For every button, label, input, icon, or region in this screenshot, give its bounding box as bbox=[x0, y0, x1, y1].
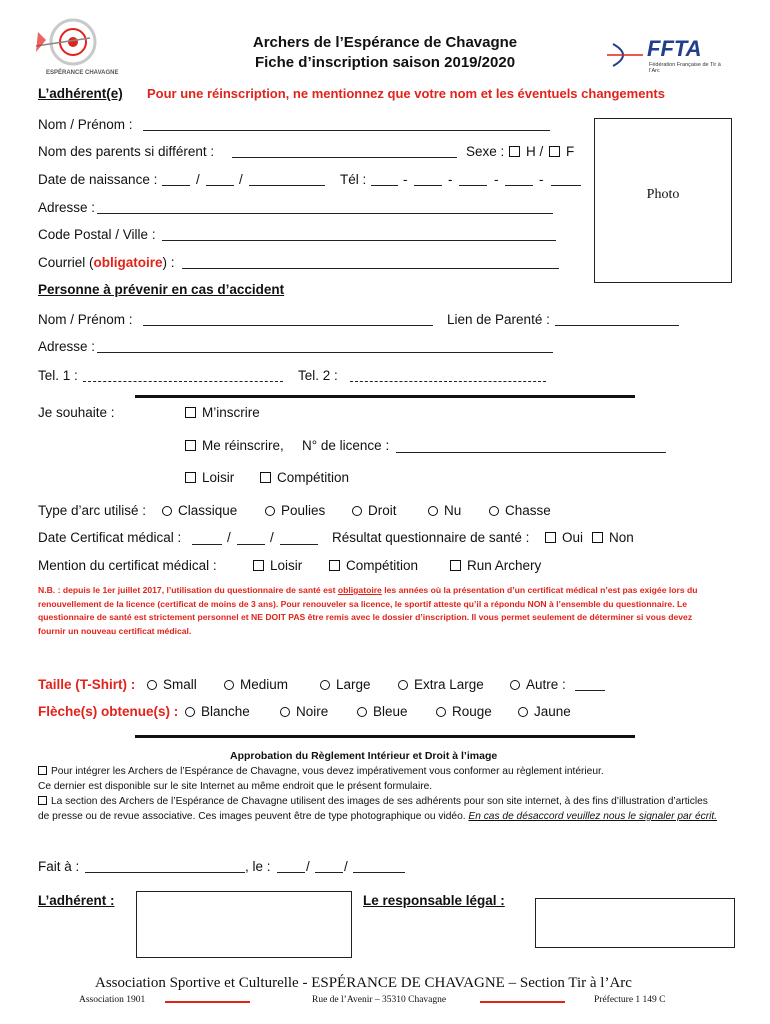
footer-left: Association 1901 bbox=[79, 995, 146, 1005]
mention-run-archery[interactable] bbox=[450, 558, 541, 573]
tshirt-other-label: Autre : bbox=[526, 677, 566, 692]
radio-icon bbox=[162, 506, 172, 516]
arrow-jaune[interactable] bbox=[518, 704, 571, 719]
approval-p2: La section des Archers de l’Espérance de Chavagne utilisent des images de ses adhérents pour son site internet, à des fins d’illustration d’articles de presse ou de revue associative. Ces images peuvent être de type photographique ou vidéo. bbox=[38, 796, 708, 822]
dob-month-field[interactable] bbox=[206, 185, 234, 186]
mention-option-label: Run Archery bbox=[467, 558, 542, 573]
tel-sep: - bbox=[494, 172, 499, 187]
parents-field[interactable] bbox=[232, 157, 457, 158]
bow-option-droit[interactable] bbox=[352, 503, 397, 518]
checkbox-icon bbox=[592, 532, 603, 543]
dob-year-field[interactable] bbox=[249, 185, 325, 186]
approval-heading: Approbation du Règlement Intérieur et Droit à l’image bbox=[230, 750, 498, 762]
adherent-heading: L’adhérent(e) bbox=[38, 86, 123, 101]
tshirt-option-label: Medium bbox=[240, 677, 289, 692]
form-title-line2: Fiche d’inscription saison 2019/2020 bbox=[254, 54, 516, 71]
sexe-f-option[interactable] bbox=[549, 144, 574, 159]
email-label-post: ) : bbox=[162, 255, 175, 270]
bow-option-label: Classique bbox=[178, 503, 238, 518]
radio-icon bbox=[357, 707, 367, 717]
arrow-bleue[interactable] bbox=[357, 704, 408, 719]
checkbox-icon bbox=[185, 407, 196, 418]
date-label: , le : bbox=[245, 859, 271, 874]
nb-paragraph bbox=[38, 584, 718, 638]
checkbox-icon bbox=[509, 146, 520, 157]
address-label: Adresse : bbox=[38, 200, 96, 215]
cert-day-field[interactable] bbox=[192, 544, 222, 545]
adherent-signature-label: L’adhérent : bbox=[38, 893, 115, 908]
radio-icon bbox=[428, 506, 438, 516]
register-label: M’inscrire bbox=[202, 405, 260, 420]
radio-icon bbox=[352, 506, 362, 516]
sign-sep: / bbox=[306, 859, 310, 874]
tshirt-medium[interactable] bbox=[224, 677, 288, 692]
nb-text-underlined: obligatoire bbox=[337, 585, 382, 595]
postal-field[interactable] bbox=[162, 240, 556, 241]
approval-paragraph bbox=[38, 764, 718, 824]
approval-p2-italic: En cas de désaccord veuillez nous le signaler par écrit. bbox=[468, 811, 718, 822]
email-label bbox=[38, 255, 175, 270]
relation-field[interactable] bbox=[555, 325, 679, 326]
cert-month-field[interactable] bbox=[237, 544, 265, 545]
no-label: Non bbox=[609, 530, 634, 545]
place-label: Fait à : bbox=[38, 859, 80, 874]
register-option[interactable] bbox=[185, 405, 260, 420]
dob-sep: / bbox=[196, 172, 200, 187]
sexe-h-label: H / bbox=[526, 144, 544, 159]
guardian-signature-label: Le responsable légal : bbox=[363, 893, 505, 908]
bow-option-label: Chasse bbox=[505, 503, 551, 518]
ffta-logo bbox=[605, 36, 730, 76]
sign-day-field[interactable] bbox=[277, 872, 305, 873]
bow-option-label: Droit bbox=[368, 503, 397, 518]
adherent-signature-box[interactable] bbox=[136, 891, 352, 958]
arrow-option-label: Rouge bbox=[452, 704, 492, 719]
tel1-field[interactable] bbox=[83, 381, 283, 382]
licence-label: N° de licence : bbox=[302, 438, 390, 453]
radio-icon bbox=[147, 680, 157, 690]
club-logo-text: ESPÉRANCE CHAVAGNE bbox=[46, 70, 119, 76]
section-divider bbox=[135, 735, 635, 738]
sign-month-field[interactable] bbox=[315, 872, 343, 873]
tel-field-5[interactable] bbox=[551, 185, 581, 186]
leisure-label: Loisir bbox=[202, 470, 235, 485]
emergency-name-label: Nom / Prénom : bbox=[38, 312, 133, 327]
radio-icon bbox=[185, 707, 195, 717]
licence-field[interactable] bbox=[396, 452, 666, 453]
tshirt-option-label: Large bbox=[336, 677, 371, 692]
dob-day-field[interactable] bbox=[162, 185, 190, 186]
tshirt-label: Taille (T-Shirt) : bbox=[38, 677, 136, 692]
questionnaire-yes[interactable] bbox=[545, 530, 583, 545]
footer-right: Préfecture 1 149 C bbox=[594, 995, 666, 1005]
email-field[interactable] bbox=[182, 268, 559, 269]
email-label-pre: Courriel ( bbox=[38, 255, 94, 270]
tshirt-other-field[interactable] bbox=[575, 690, 605, 691]
tel2-label: Tel. 2 : bbox=[298, 368, 338, 383]
tel-sep: - bbox=[403, 172, 408, 187]
tel-field-3[interactable] bbox=[459, 185, 487, 186]
checkbox-icon bbox=[549, 146, 560, 157]
radio-icon bbox=[398, 680, 408, 690]
checkbox-icon bbox=[185, 440, 196, 451]
bow-option-nu[interactable] bbox=[428, 503, 461, 518]
tshirt-small[interactable] bbox=[147, 677, 197, 692]
questionnaire-label: Résultat questionnaire de santé : bbox=[332, 530, 530, 545]
guardian-signature-box[interactable] bbox=[535, 898, 735, 948]
approval-p1b: Ce dernier est disponible sur le site Internet au même endroit que le présent formulaire. bbox=[38, 781, 433, 792]
checkbox-icon bbox=[450, 560, 461, 571]
tel-field-4[interactable] bbox=[505, 185, 533, 186]
relation-label: Lien de Parenté : bbox=[447, 312, 550, 327]
checkbox-icon bbox=[253, 560, 264, 571]
dob-label: Date de naissance : bbox=[38, 172, 158, 187]
address-field[interactable] bbox=[97, 213, 553, 214]
checkbox-icon bbox=[260, 472, 271, 483]
bow-option-chasse[interactable] bbox=[489, 503, 551, 518]
arrow-noire[interactable] bbox=[280, 704, 328, 719]
club-logo bbox=[28, 12, 118, 87]
arrow-option-label: Bleue bbox=[373, 704, 408, 719]
reregister-label: Me réinscrire, bbox=[202, 438, 284, 453]
name-field[interactable] bbox=[143, 130, 550, 131]
radio-icon bbox=[489, 506, 499, 516]
radio-icon bbox=[320, 680, 330, 690]
tel-field-1[interactable] bbox=[371, 185, 398, 186]
postal-label: Code Postal / Ville : bbox=[38, 227, 156, 242]
tel-sep: - bbox=[539, 172, 544, 187]
section-divider bbox=[135, 395, 635, 398]
emergency-name-field[interactable] bbox=[143, 325, 433, 326]
radio-icon bbox=[265, 506, 275, 516]
competition-option[interactable] bbox=[260, 470, 349, 485]
bow-type-label: Type d’arc utilisé : bbox=[38, 503, 147, 518]
radio-icon bbox=[518, 707, 528, 717]
email-required-label: obligatoire bbox=[93, 255, 163, 270]
competition-label: Compétition bbox=[277, 470, 350, 485]
radio-icon bbox=[280, 707, 290, 717]
radio-icon bbox=[510, 680, 520, 690]
mention-label: Mention du certificat médical : bbox=[38, 558, 217, 573]
emergency-address-field[interactable] bbox=[97, 352, 553, 353]
dob-sep: / bbox=[239, 172, 243, 187]
arrows-label: Flèche(s) obtenue(s) : bbox=[38, 704, 179, 719]
reregister-option[interactable] bbox=[185, 438, 284, 453]
checkbox-icon[interactable] bbox=[38, 766, 47, 775]
tshirt-extra-large[interactable] bbox=[398, 677, 484, 692]
emergency-heading: Personne à prévenir en cas d’accident bbox=[38, 282, 285, 297]
emergency-address-label: Adresse : bbox=[38, 339, 96, 354]
nb-text-post: les années où la présentation d’un certificat médical n’est pas exigée lors du renouvellement de la licence (certificat de moins de 3 ans). Pour renouveler sa licence, le sportif atteste qu’il a répondu NON à l’ensemble du questionnaire. Le questionnaire de santé est strictement personnel et NE DOIT PAS être remis avec le dossier d’inscription. Il vous permet seulement de déterminer si vous devez fournir un nouveau certificat médical. bbox=[38, 585, 698, 636]
sexe-label: Sexe : bbox=[466, 144, 505, 159]
arrows-label-wrap bbox=[38, 704, 178, 719]
bow-option-label: Nu bbox=[444, 503, 462, 518]
tshirt-other[interactable] bbox=[510, 677, 566, 692]
leisure-option[interactable] bbox=[185, 470, 234, 485]
photo-label: Photo bbox=[646, 187, 680, 202]
questionnaire-no[interactable] bbox=[592, 530, 634, 545]
tel-sep: - bbox=[448, 172, 453, 187]
checkbox-icon bbox=[185, 472, 196, 483]
bow-option-poulies[interactable] bbox=[265, 503, 325, 518]
checkbox-icon bbox=[329, 560, 340, 571]
tshirt-large[interactable] bbox=[320, 677, 371, 692]
reinscription-note: Pour une réinscription, ne mentionnez que votre nom et les éventuels changements bbox=[147, 86, 665, 101]
cert-year-field[interactable] bbox=[280, 544, 318, 545]
place-field[interactable] bbox=[85, 872, 245, 873]
sexe-h-option[interactable] bbox=[509, 144, 543, 159]
mention-competition[interactable] bbox=[329, 558, 418, 573]
form-title-line1: Archers de l’Espérance de Chavagne bbox=[252, 34, 518, 51]
sign-sep: / bbox=[344, 859, 348, 874]
checkbox-icon[interactable] bbox=[38, 796, 47, 805]
bow-icon bbox=[605, 40, 645, 70]
cert-date-label: Date Certificat médical : bbox=[38, 530, 182, 545]
tel-field-2[interactable] bbox=[414, 185, 442, 186]
arrow-blanche[interactable] bbox=[185, 704, 250, 719]
photo-box[interactable] bbox=[594, 118, 732, 283]
wish-label: Je souhaite : bbox=[38, 405, 115, 420]
checkbox-icon bbox=[545, 532, 556, 543]
tel-label: Tél : bbox=[340, 172, 367, 187]
yes-label: Oui bbox=[562, 530, 584, 545]
tshirt-option-label: Small bbox=[163, 677, 197, 692]
bow-option-label: Poulies bbox=[281, 503, 326, 518]
ffta-logo-text: FFTA bbox=[647, 36, 702, 61]
footer-center: Rue de l’Avenir – 35310 Chavagne bbox=[312, 995, 447, 1005]
tel2-field[interactable] bbox=[350, 381, 546, 382]
nb-text-pre: N.B. : depuis le 1er juillet 2017, l’utilisation du questionnaire de santé est bbox=[38, 585, 338, 595]
sign-year-field[interactable] bbox=[353, 872, 405, 873]
arrow-option-label: Noire bbox=[296, 704, 329, 719]
sexe-f-label: F bbox=[566, 144, 575, 159]
radio-icon bbox=[224, 680, 234, 690]
mention-option-label: Loisir bbox=[270, 558, 303, 573]
approval-p1: Pour intégrer les Archers de l’Espérance de Chavagne, vous devez impérativement vous conformer au règlement intérieur. bbox=[51, 766, 604, 777]
tel1-label: Tel. 1 : bbox=[38, 368, 78, 383]
arrow-rouge[interactable] bbox=[436, 704, 492, 719]
footer-divider bbox=[165, 1001, 250, 1003]
mention-leisure[interactable] bbox=[253, 558, 302, 573]
arrow-option-label: Jaune bbox=[534, 704, 571, 719]
footer-divider bbox=[480, 1001, 565, 1003]
cert-sep: / bbox=[270, 530, 274, 545]
mention-option-label: Compétition bbox=[346, 558, 419, 573]
bow-option-classique[interactable] bbox=[162, 503, 237, 518]
ffta-logo-subtext: Fédération Française de Tir à l’Arc bbox=[649, 62, 721, 74]
tshirt-option-label: Extra Large bbox=[414, 677, 484, 692]
radio-icon bbox=[436, 707, 446, 717]
name-label: Nom / Prénom : bbox=[38, 117, 133, 132]
cert-sep: / bbox=[227, 530, 231, 545]
footer-main: Association Sportive et Culturelle - ESPÉRANCE DE CHAVAGNE – Section Tir à l’Arc bbox=[95, 975, 632, 991]
parents-label: Nom des parents si différent : bbox=[38, 144, 215, 159]
arrow-option-label: Blanche bbox=[201, 704, 250, 719]
